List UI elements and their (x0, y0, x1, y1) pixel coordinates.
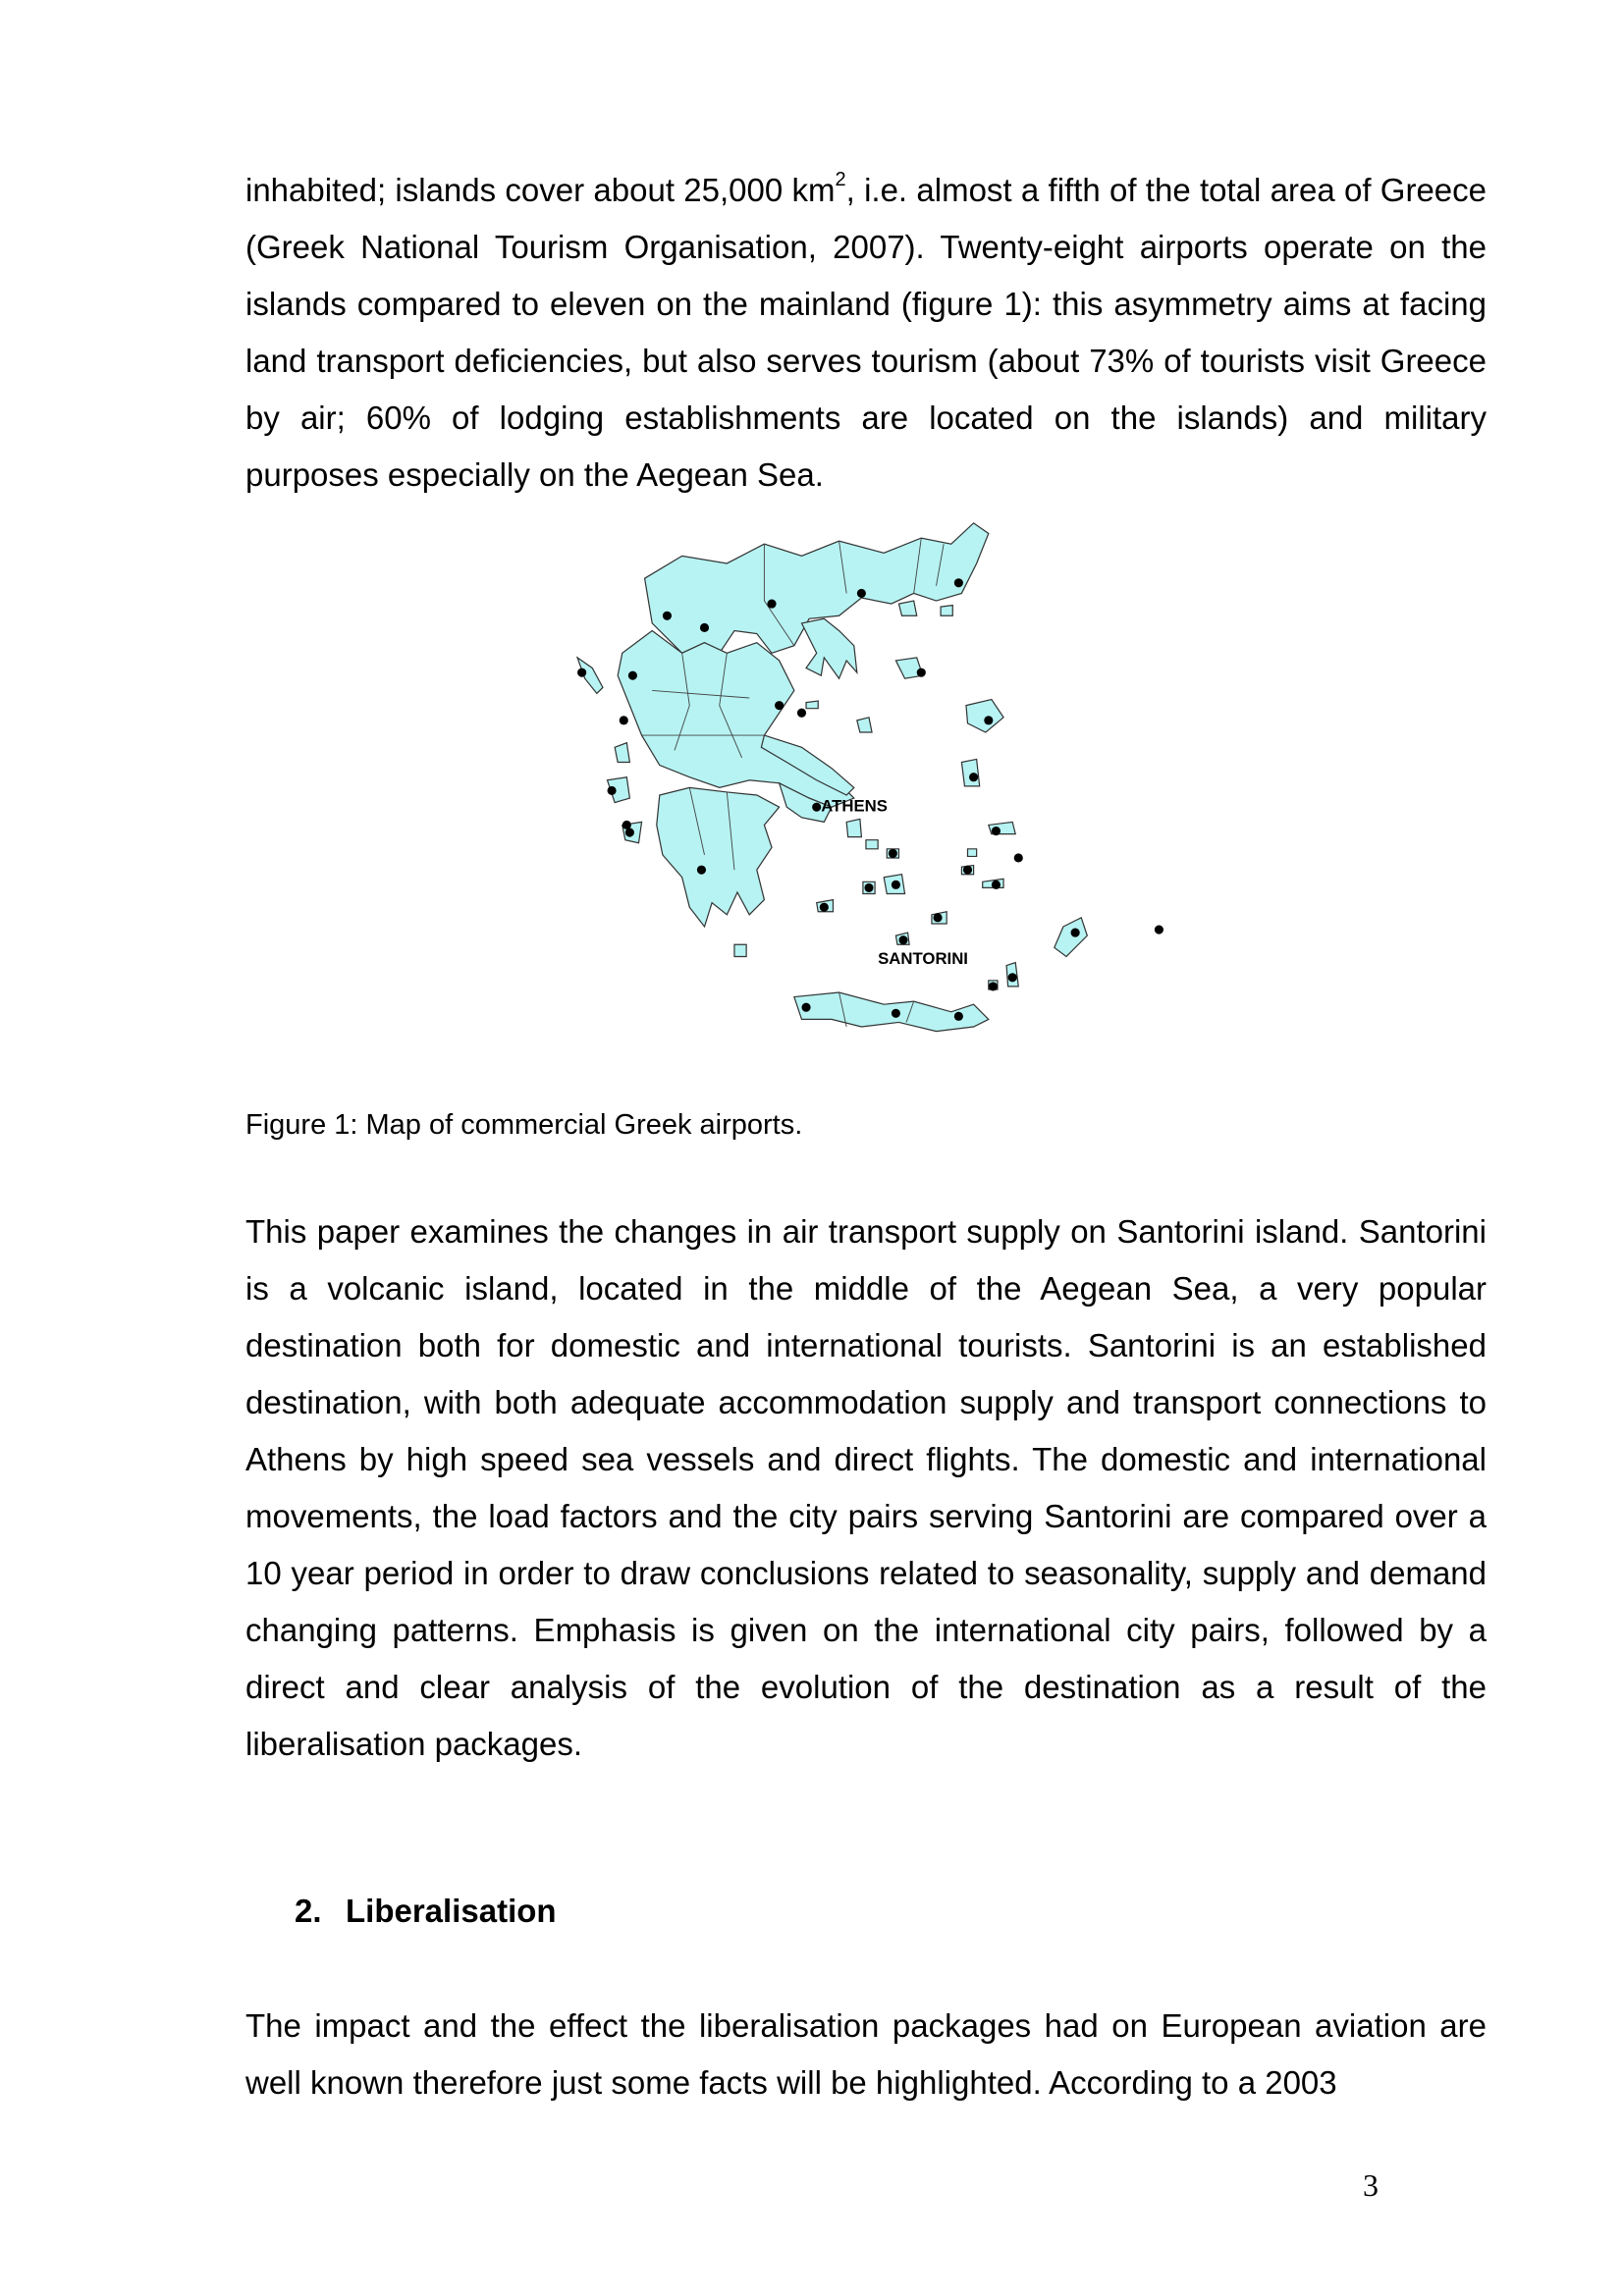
greece-airports-map (540, 510, 1198, 1080)
airport-dot (992, 827, 1001, 835)
santorini-label: SANTORINI (878, 949, 968, 969)
section-title: Liberalisation (346, 1893, 557, 1929)
section-heading (295, 1887, 557, 1936)
airport-dot (812, 803, 821, 812)
airport-dot (625, 828, 634, 837)
peloponnese (657, 787, 780, 927)
airport-dot (697, 866, 706, 875)
airport-dot (892, 1009, 900, 1018)
airport-dot (620, 716, 628, 724)
chalkidiki (801, 618, 856, 678)
paragraph-1-rest: , i.e. almost a fifth of the total area of Greece (Greek National Tourism Organisation, 2007). Twenty-eight airports operate on the islands compared to eleven on the mainland (figure 1): this asymmetry aims at facing land transport deficiencies, but also serves tourism (about 73% of tourists visit Greece by air; 60% of lodging establishments are located on the islands) and military purposes especially on the Aegean Sea. (245, 172, 1488, 493)
samothraki (941, 606, 952, 616)
leros (968, 849, 977, 857)
airport-dot (857, 589, 866, 598)
airport-dot (889, 849, 897, 858)
rhodes (1055, 918, 1088, 957)
thasos (898, 601, 916, 615)
airport-dot (1071, 929, 1080, 937)
airport-dot (933, 913, 942, 922)
figure-caption: Figure 1: Map of commercial Greek airports. (245, 1109, 803, 1141)
page-number: 3 (1363, 2167, 1379, 2203)
paragraph-1-start: inhabited; islands cover about 25,000 km (245, 172, 836, 208)
skiathos (806, 701, 818, 709)
superscript: 2 (835, 169, 846, 190)
andros (846, 819, 861, 836)
lesvos (966, 700, 1003, 733)
airport-dot (864, 883, 873, 892)
chios (961, 759, 979, 785)
airport-dot (801, 1003, 810, 1012)
airport-dot (797, 709, 806, 718)
airport-dot (1008, 973, 1017, 982)
airport-dot (700, 623, 709, 632)
airport-dot (820, 903, 829, 912)
airport-dot (663, 612, 672, 620)
airport-dot (989, 982, 998, 990)
airport-dot (577, 668, 586, 677)
airport-dot (963, 866, 972, 875)
body-paragraph-2: This paper examines the changes in air transport supply on Santorini island. Santorini is a volcanic island, located in the middle of the Aegean Sea, a very popular destination both for domestic and international tourists. Santorini is an established destination, with both adequate accommodation supply and transport connections to Athens by high speed sea vessels and direct flights. The domestic and international movements, the load factors and the city pairs serving Santorini are compared over a 10 year period in order to draw conclusions related to seasonality, supply and demand changing patterns. Emphasis is given on the international city pairs, followed by a direct and clear analysis of the evolution of the destination as a result of the liberalisation packages. (245, 1213, 1487, 1762)
airport-dot (775, 701, 784, 710)
airport-dot (892, 881, 900, 889)
tinos (866, 840, 878, 849)
land-regions (577, 523, 1087, 1032)
airport-dot (898, 935, 907, 944)
athens-label: ATHENS (821, 796, 888, 816)
airport-dot (767, 600, 776, 609)
body-paragraph-1 (245, 162, 1487, 504)
section-number: 2. (295, 1893, 322, 1929)
airport-dot (984, 716, 993, 724)
airport-dot (992, 881, 1001, 889)
lefkada (615, 743, 629, 763)
airport-dot (628, 671, 637, 680)
kythira (734, 944, 746, 956)
skyros (857, 718, 872, 732)
airport-dot (917, 668, 926, 677)
body-paragraph-3: The impact and the effect the liberalisation packages had on European aviation are well known therefore just some facts will be highlighted. According to a 2003 (245, 2007, 1487, 2101)
airport-dot (1155, 925, 1163, 934)
airport-dot (608, 786, 617, 795)
airport-dot (969, 773, 978, 781)
airport-dot (1014, 853, 1023, 862)
airport-dot (954, 1012, 963, 1021)
map-graphic (540, 510, 1198, 1080)
crete (794, 992, 989, 1032)
airport-dot (954, 578, 963, 587)
